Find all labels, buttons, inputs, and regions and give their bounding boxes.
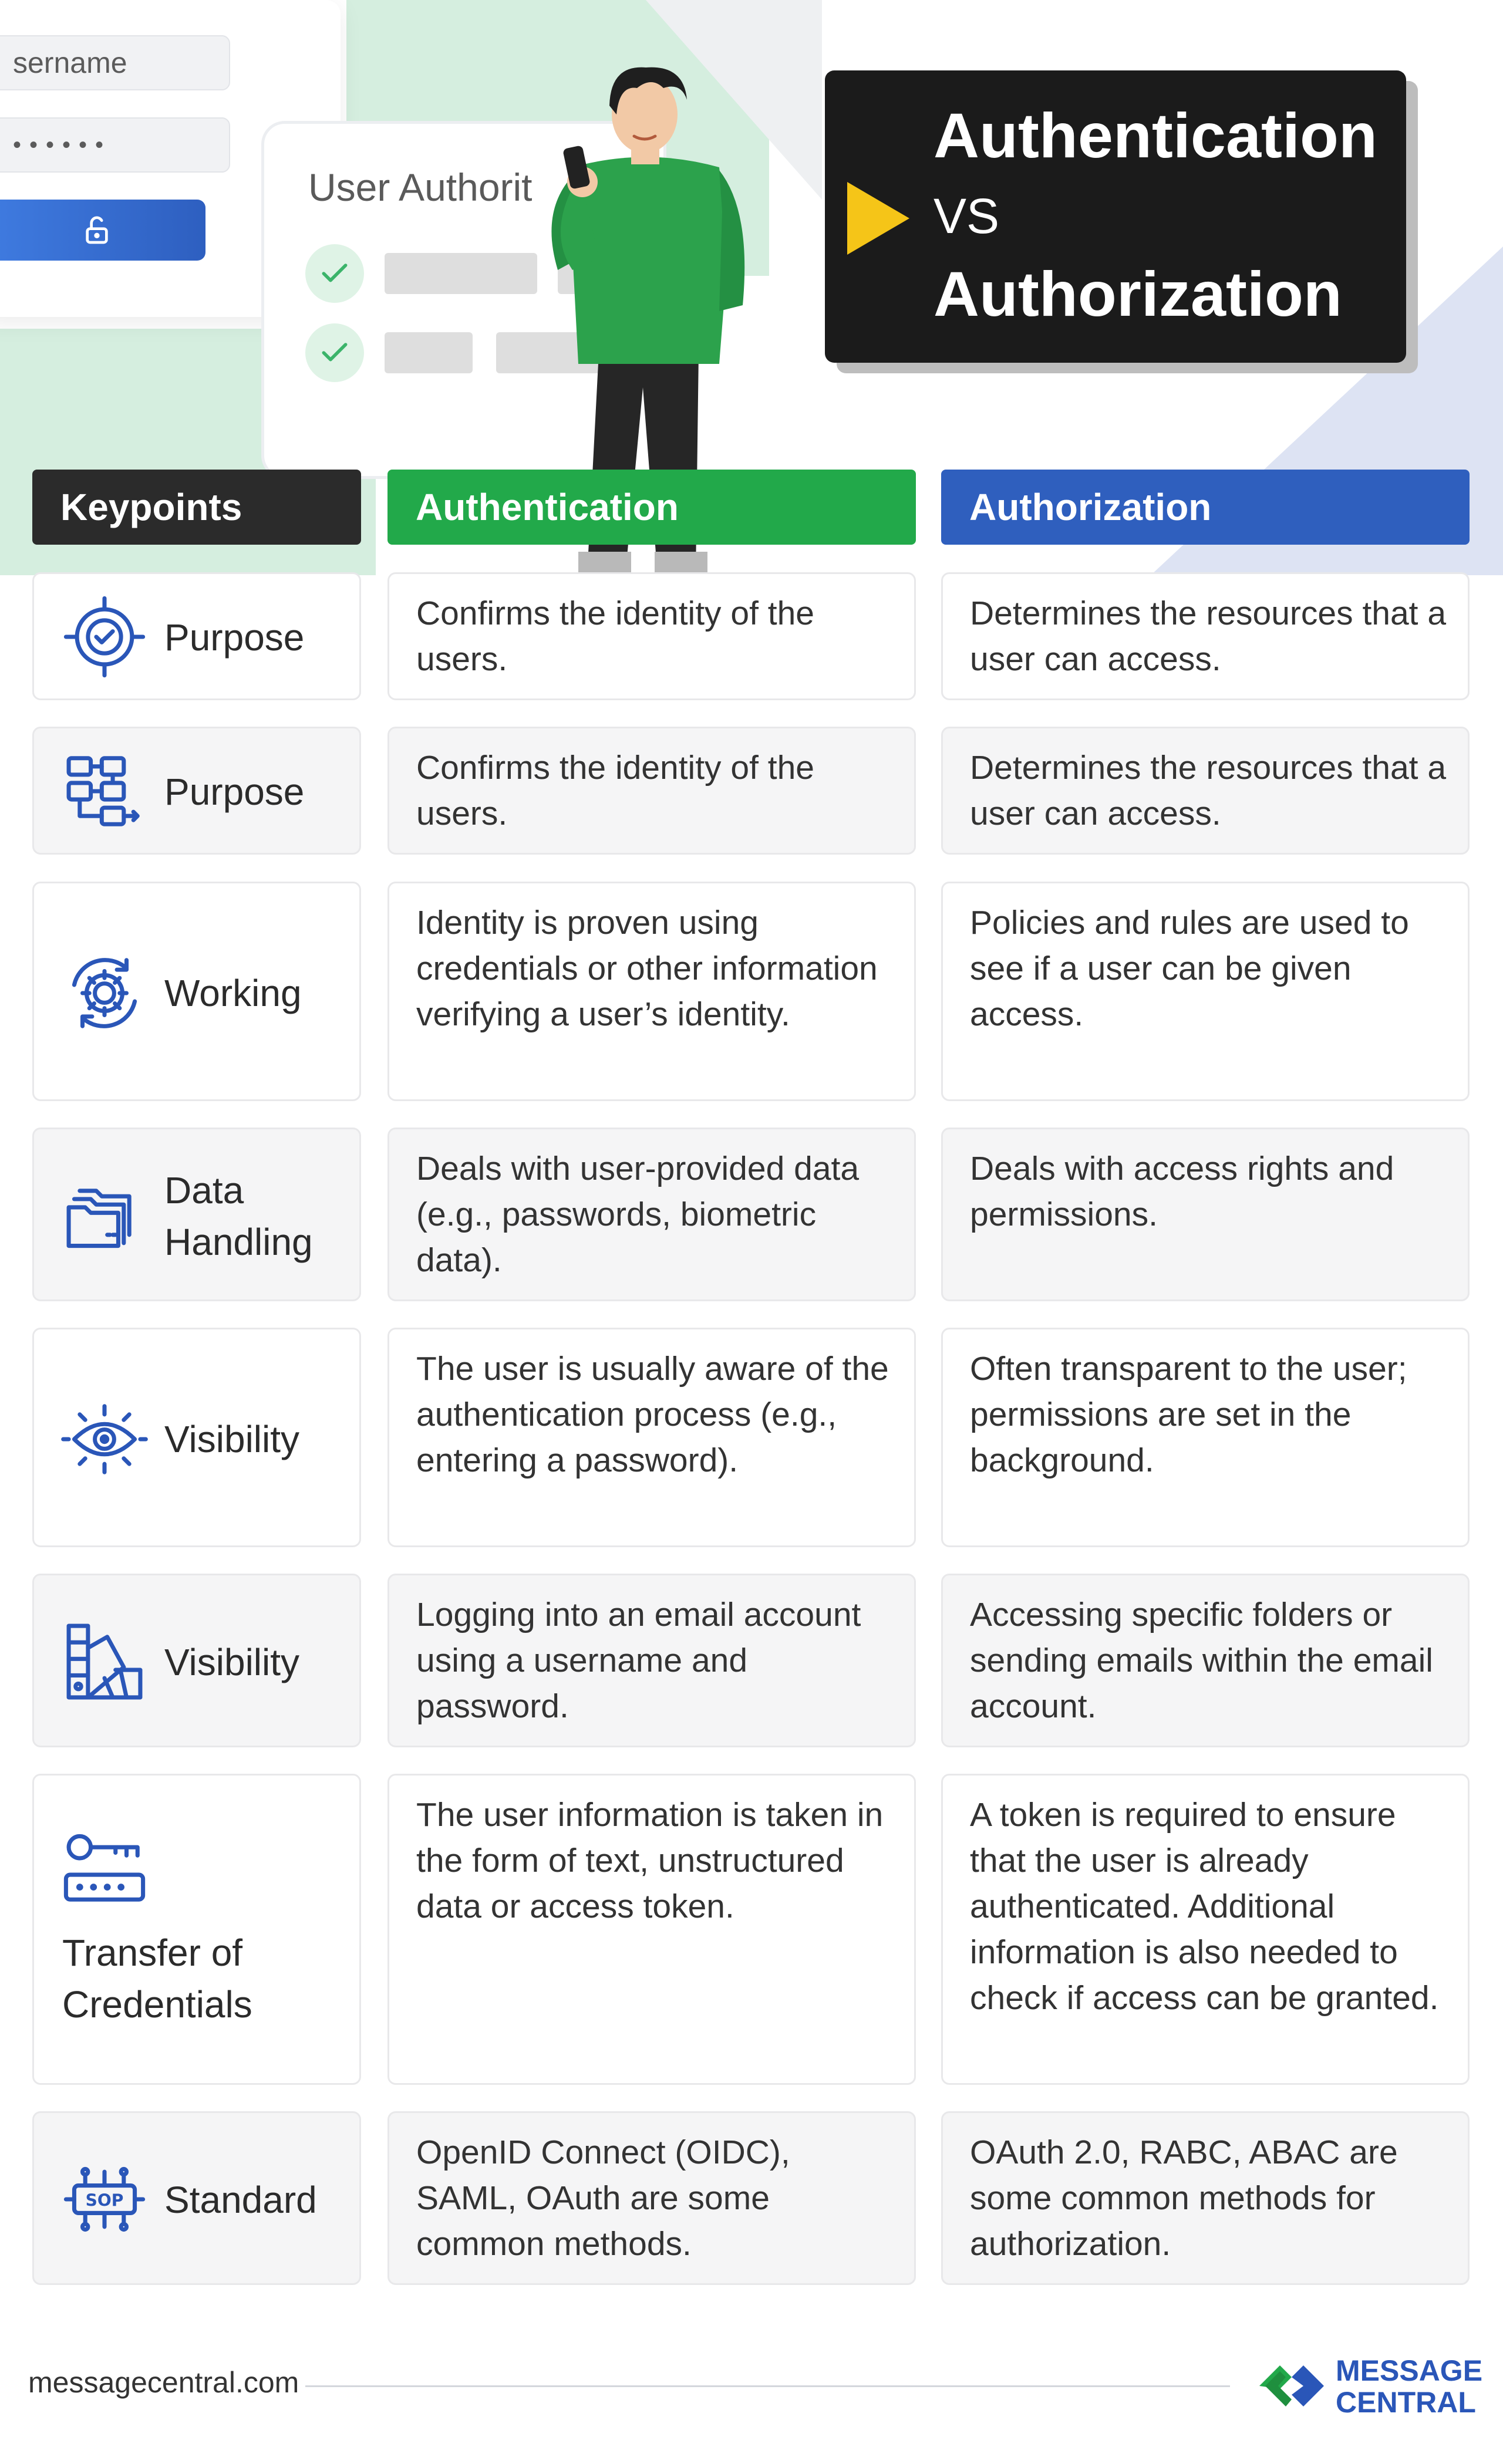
- authentication-cell: [387, 1774, 916, 2085]
- authorization-cell: [941, 1328, 1470, 1547]
- authorization-text: Determines the resources that a user can access.: [970, 749, 1447, 832]
- target-check-icon: [60, 593, 149, 681]
- title-box: [825, 70, 1406, 363]
- keypoint-cell: [32, 727, 361, 855]
- check-icon: [305, 244, 364, 303]
- authentication-text: Confirms the identity of the users.: [416, 595, 814, 678]
- keypoint-cell: [32, 1774, 361, 2085]
- title-vs: VS: [934, 188, 1000, 244]
- authorization-cell: [941, 2111, 1470, 2285]
- keypoint-label: Purpose: [164, 616, 305, 659]
- keypoint-cell: [32, 882, 361, 1101]
- title-authentication: Authentication: [934, 100, 1377, 171]
- column-header-authentication: Authentication: [387, 470, 916, 545]
- keypoint-label: Purpose: [164, 771, 305, 813]
- authentication-text: Deals with user-provided data (e.g., passwords, biometric data).: [416, 1150, 860, 1279]
- keypoint-label: Working: [164, 972, 302, 1014]
- authorization-cell: [941, 882, 1470, 1101]
- column-header-authorization: Authorization: [941, 470, 1470, 545]
- message-central-logo-text: [1336, 2355, 1482, 2418]
- authentication-text: The user is usually aware of the authentication process (e.g., entering a password).: [416, 1350, 889, 1479]
- check-icon: [305, 323, 364, 382]
- authorization-cell: [941, 727, 1470, 855]
- authentication-cell: [387, 1128, 916, 1301]
- footer-divider: [305, 2385, 1230, 2387]
- folders-icon: [60, 1172, 149, 1260]
- eye-icon: [60, 1395, 149, 1483]
- keypoint-cell: [32, 1128, 361, 1301]
- authorization-text: OAuth 2.0, RABC, ABAC are some common methods for authorization.: [970, 2134, 1398, 2263]
- authorization-text: Accessing specific folders or sending emails within the email account.: [970, 1596, 1433, 1725]
- title-authorization: Authorization: [934, 258, 1342, 329]
- authentication-text: Identity is proven using credentials or other information verifying a user’s identity.: [416, 904, 878, 1033]
- authorization-cell: [941, 1128, 1470, 1301]
- swatches-icon: [60, 1618, 149, 1706]
- message-central-logo-icon: [1253, 2354, 1330, 2418]
- username-field: sername: [0, 35, 230, 90]
- authentication-text: Logging into an email account using a username and password.: [416, 1596, 861, 1725]
- keypoint-cell: [32, 572, 361, 700]
- logo-line-1: MESSAGE: [1336, 2354, 1483, 2387]
- sop-chip-icon: [60, 2155, 149, 2243]
- gear-cycle-icon: [60, 949, 149, 1037]
- authentication-cell: [387, 727, 916, 855]
- column-header-keypoints: Keypoints: [32, 470, 361, 545]
- authorization-text: A token is required to ensure that the user is already authenticated. Additional information is also needed to check if access can be granted.: [970, 1796, 1439, 2017]
- key-password-icon: [60, 1822, 149, 1911]
- authentication-text: OpenID Connect (OIDC), SAML, OAuth are some common methods.: [416, 2134, 790, 2263]
- keypoint-cell: [32, 1574, 361, 1747]
- authentication-cell: [387, 882, 916, 1101]
- authentication-text: Confirms the identity of the users.: [416, 749, 814, 832]
- user-authority-title: User Authorit: [308, 166, 533, 209]
- svg-text:SOP: SOP: [85, 2190, 124, 2210]
- authorization-cell: [941, 1574, 1470, 1747]
- keypoint-cell: [32, 1328, 361, 1547]
- authorization-text: Policies and rules are used to see if a user can be given access.: [970, 904, 1409, 1033]
- keypoint-label: Standard: [164, 2179, 317, 2221]
- unlock-button: [0, 200, 205, 261]
- keypoint-label: Visibility: [164, 1418, 299, 1460]
- unlock-icon: [80, 214, 113, 247]
- keypoint-label: Data Handling: [164, 1169, 313, 1263]
- footer-website-link[interactable]: messagecentral.com: [28, 2366, 299, 2399]
- keypoint-cell: [32, 2111, 361, 2285]
- play-arrow-icon: [847, 182, 909, 255]
- authorization-cell: [941, 1774, 1470, 2085]
- authentication-cell: [387, 1574, 916, 1747]
- authentication-cell: [387, 2111, 916, 2285]
- authorization-text: Deals with access rights and permissions.: [970, 1150, 1394, 1233]
- placeholder-bar: [385, 332, 473, 373]
- keypoint-label: Transfer of Credentials: [62, 1932, 252, 2026]
- authentication-cell: [387, 1328, 916, 1547]
- authentication-text: The user information is taken in the form of text, unstructured data or access token.: [416, 1796, 884, 1925]
- password-field: ••••••: [0, 117, 230, 173]
- authentication-cell: [387, 572, 916, 700]
- authorization-text: Determines the resources that a user can access.: [970, 595, 1447, 678]
- authorization-text: Often transparent to the user; permissions are set in the background.: [970, 1350, 1407, 1479]
- keypoint-label: Visibility: [164, 1641, 299, 1683]
- logo-line-2: CENTRAL: [1336, 2386, 1476, 2419]
- placeholder-bar: [385, 253, 537, 294]
- process-flow-icon: [60, 747, 149, 835]
- authorization-cell: [941, 572, 1470, 700]
